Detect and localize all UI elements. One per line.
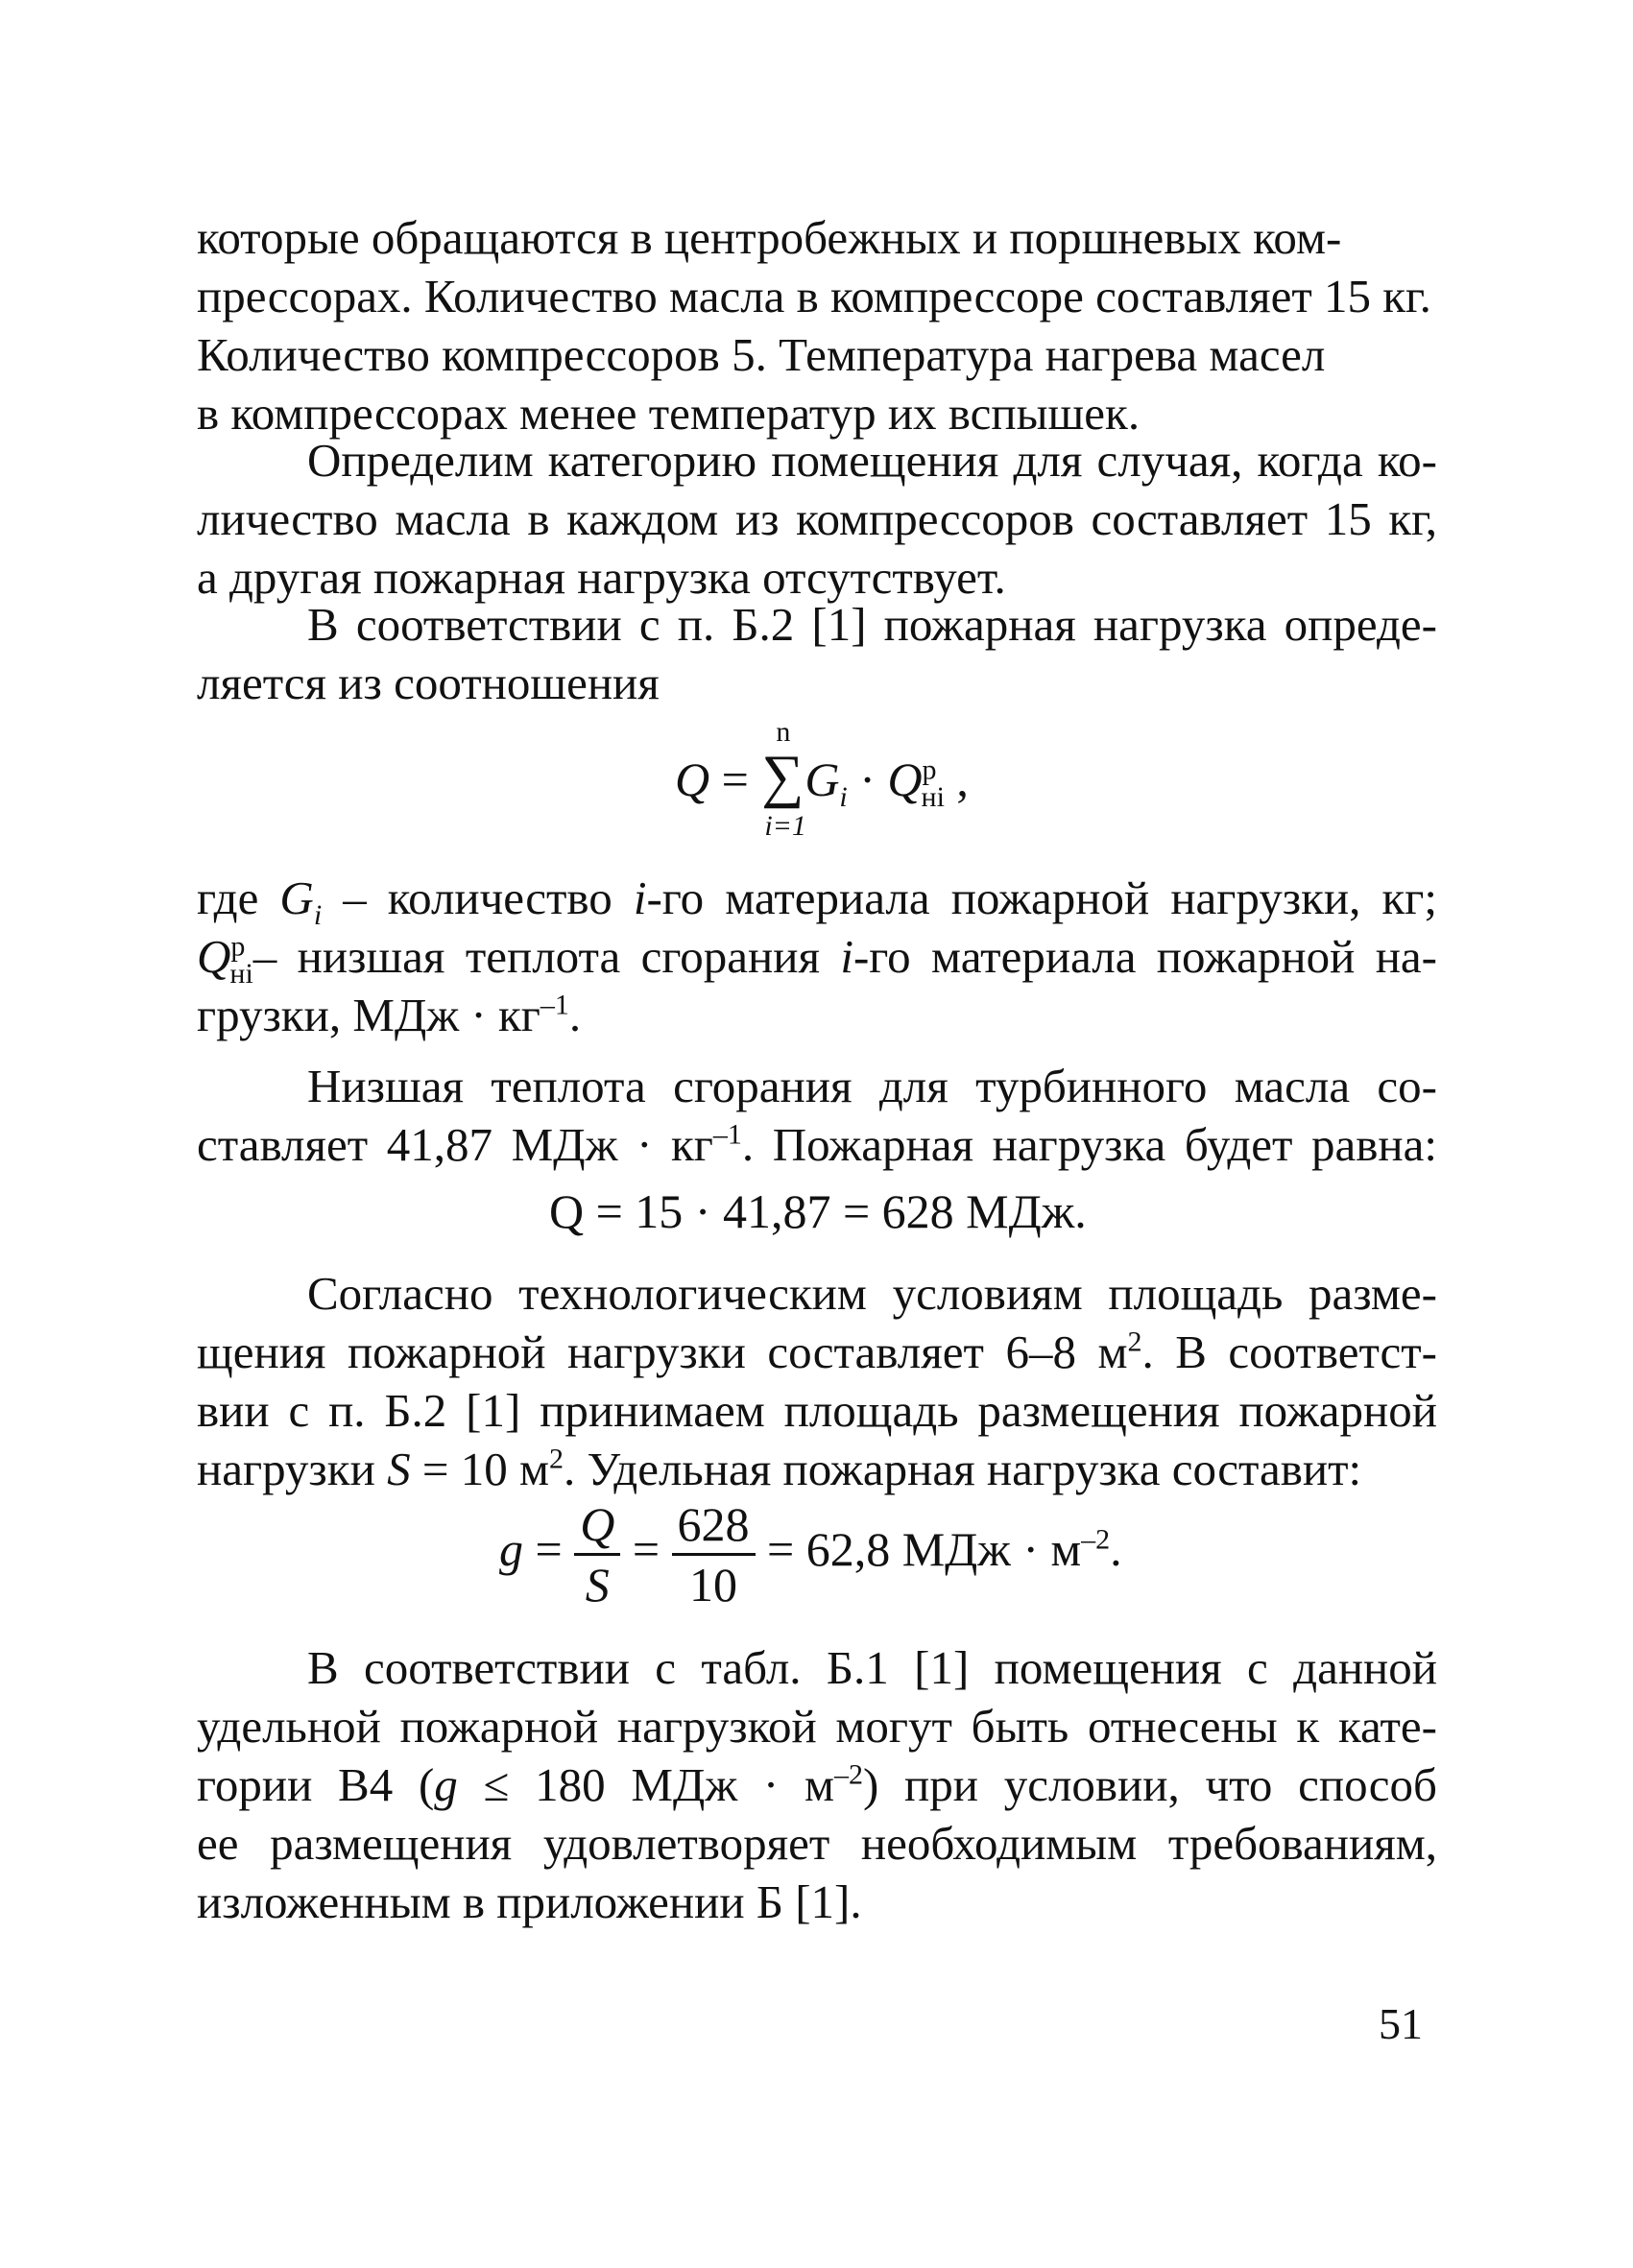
text-line: В соответствии с табл. Б.1 [1] помещения с данной xyxy=(307,1641,1437,1694)
paragraph-4 xyxy=(197,869,1437,1044)
text-line: ее размещения удовлетворяет необходимым требованиям, xyxy=(197,1817,1437,1870)
text-line: ляется из соотношения xyxy=(197,657,660,709)
paragraph-2 xyxy=(197,431,1437,607)
paragraph-5 xyxy=(197,1057,1437,1174)
text-line: которые обращаются в центробежных и поршневых ком- xyxy=(197,211,1342,264)
text-line: нагрузки S = 10 $м^2$. Удельная пожарная нагрузка составит: xyxy=(197,1443,1362,1495)
fraction: $\frac{Q}{S}$ xyxy=(574,1495,620,1613)
text-line: ставляет 41,87 МДж · $кг^{-1}$. Пожарная нагрузка будет равна: xyxy=(197,1118,1437,1171)
formula-specific-load: g = $\frac{Q}{S}$ = $\frac{628}{10}$ = 62,8 МДж · $м^{-2}$. xyxy=(499,1497,1122,1611)
paragraph-1 xyxy=(197,208,1437,442)
text-line: В соответствии с п. Б.2 [1] пожарная нагрузка опреде- xyxy=(307,598,1437,651)
text-line: щения пожарной нагрузки составляет 6–8 $м^2$. В соответст- xyxy=(197,1325,1437,1378)
text-line: Количество компрессоров 5. Температура нагрева масел xyxy=(197,328,1326,381)
text-line: удельной пожарной нагрузкой могут быть отнесены к кате- xyxy=(197,1700,1437,1753)
formula-fire-load-sum: Q = n ∑ i=1 $G_i \cdot Q^р_{нi}$ , xyxy=(675,716,969,842)
text-line: прессорах. Количество масла в компрессоре составляет 15 кг. xyxy=(197,270,1431,322)
text-line: Низшая теплота сгорания для турбинного масла со- xyxy=(307,1060,1437,1112)
text-line: гории В4 (g ≤ 180 МДж · $м^{-2}$) при условии, что способ xyxy=(197,1758,1437,1811)
text-line: а другая пожарная нагрузка отсутствует. xyxy=(197,551,1006,604)
text-line: $Q^р_{нi}-$ низшая теплота сгорания i-го материала пожарной на- xyxy=(197,930,1437,990)
text-line: грузки, МДж · $кг^{-1}$. xyxy=(197,989,582,1041)
page-number: 51 xyxy=(1379,1999,1423,2048)
fraction: $\frac{628}{10}$ xyxy=(672,1495,756,1613)
text-line: в компрессорах менее температур их вспышек. xyxy=(197,387,1141,440)
paragraph-6 xyxy=(197,1264,1437,1498)
text-line: Согласно технологическим условиям площадь разме- xyxy=(307,1267,1437,1320)
text-line: личество масла в каждом из компрессоров составляет 15 кг, xyxy=(197,492,1437,545)
text-line: где $G_i$ – количество i-го материала пожарной нагрузки, кг; xyxy=(197,871,1437,931)
text-line: Определим категорию помещения для случая, когда ко- xyxy=(307,434,1437,487)
paragraph-3 xyxy=(197,595,1437,712)
paragraph-7 xyxy=(197,1638,1437,1931)
text-line: вии с п. Б.2 [1] принимаем площадь размещения пожарной xyxy=(197,1384,1437,1437)
formula-fire-load: Q = 15 · 41,87 = 628 МДж. xyxy=(549,1184,1087,1238)
text-line: изложенным в приложении Б [1]. xyxy=(197,1875,862,1928)
